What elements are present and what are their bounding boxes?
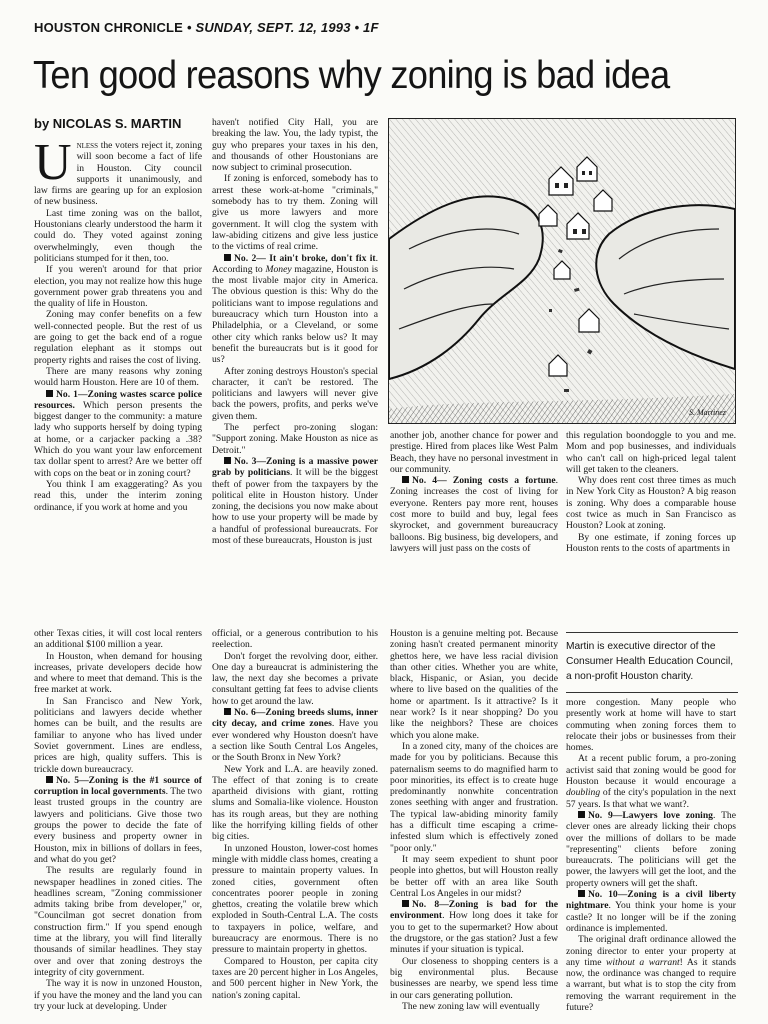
paragraph: You think I am exaggerating? As you read this, under the interim zoning ordinance, if you work at home and you — [34, 478, 202, 513]
paragraph: There are many reasons why zoning would harm Houston. Here are 10 of them. — [34, 365, 202, 389]
issue-date: SUNDAY, SEPT. 12, 1993 — [195, 20, 351, 35]
reason-3: No. 3—Zoning is a massive power grab by politicians. It will be the biggest theft of power from the taxpayers by the political elite in Houston history. Under zoning, the decisions you now make about how to use your property will be made by a handful of professional bureaucrats. For most of these bureaucrats, Houston is just — [212, 455, 378, 546]
hands-crumbling-houses-illustration — [388, 118, 736, 424]
article-column-6 — [212, 628, 378, 1024]
masthead: HOUSTON CHRONICLE • SUNDAY, SEPT. 12, 1993 • 1F — [34, 20, 379, 35]
article-column-7 — [390, 628, 558, 1024]
reason-5: No. 5—Zoning is the #1 source of corruption in local governments. The two least trusted groups in the country are lawyers and politicians. Give those two groups the power to decide the fate of every business and property owner in Houston, mix in billions of dollars in fees, and what do you get? — [34, 774, 202, 865]
reason-2: No. 2— It ain't broke, don't fix it. According to Money magazine, Houston is the most livable major city in America. The obvious question is this: Why do the politicians want to impose regulations and bureaucracy which turn Houston into a Philadelphia, or a Cleveland, or some other city which ranks below us? It may benefit the bureaucrats but is it good for us? — [212, 252, 378, 366]
article-column-4 — [566, 430, 736, 566]
headline: Ten good reasons why zoning is bad idea — [33, 54, 670, 97]
paragraph: The original draft ordinance allowed the zoning director to enter your property at any time without a warrant! As it stands now, the ordinance was changed to require a warrant, but what is to stop the city from removing the warrant requirement in the future? — [566, 934, 736, 1014]
paper-name: HOUSTON CHRONICLE — [34, 20, 184, 35]
reason-4: No. 4— Zoning costs a fortune. Zoning increases the cost of living for everyone. Renters pay more rent, houses cost more to build and buy, legal fees skyrocket, and government bureaucracy balloons. Big business, big developers, and lawyers will just pass on the costs of — [390, 475, 558, 554]
reason-10: No. 10—Zoning is a civil liberty nightmare. You think your home is your castle? It no longer will be if the zoning ordinance is implemented. — [566, 889, 736, 934]
author-bio: Martin is executive director of the Consumer Health Education Council, a non-profit Houston charity. — [566, 632, 738, 693]
bullet-square-icon — [578, 890, 585, 897]
bullet-square-icon — [46, 390, 53, 397]
article-column-3 — [390, 430, 558, 566]
article-column-2 — [212, 117, 378, 566]
paragraph: After zoning destroys Houston's special character, it can't be restored. The politicians and lawyers will never give back the powers, profits, and perks we've given them. — [212, 365, 378, 422]
paragraph: more congestion. Many people who presently work at home will have to start commuting when zoning forces them to relocate their jobs or businesses from their homes. — [566, 697, 736, 754]
paragraph: haven't notified City Hall, you are breaking the law. You, the lady typist, the guy who prepares your taxes in his den, and thousands of other Houstonians are now subject to criminal prosecution. — [212, 117, 378, 174]
paragraph: It may seem expedient to shunt poor people into ghettos, but will Houston really be better off with an area like South Central Los Angeles in our midst? — [390, 853, 558, 899]
illustration-signature: S. Martinez — [689, 408, 726, 417]
bullet-square-icon — [402, 476, 409, 483]
reason-6: No. 6—Zoning breeds slums, inner city decay, and crime zones. Have you ever wondered why Houston doesn't have a section like South Central Los Angeles, or the South Bronx in New York? — [212, 707, 378, 764]
paragraph: The way it is now in unzoned Houston, if you have the money and the land you can try your luck at developing. Under — [34, 978, 202, 1012]
paragraph: Houston is a genuine melting pot. Because zoning hasn't created permanent minority ghettos here, we have less racial division than other cities. Whether you are white, black, Hispanic, or Asian, you decide where to live based on the qualities of the home or apartment. Is it attractive? Is it near work? Is it near shopping? Do you like the neighbors? These are choices which you alone make. — [390, 628, 558, 741]
paragraph: Don't forget the revolving door, either. One day a bureaucrat is administering the law, the next day she becomes a private consultant getting fat fees to advise clients how to get around the law. — [212, 650, 378, 707]
reason-1: No. 1—Zoning wastes scarce police resources. Which person presents the biggest danger to the community: a mature lady who supports herself by doing typing at home, or a carjacker packing a .38? Which do you want your law enforcement tax dollar spent to arrest? Are we better off with cops on the beat or in zoning court? — [34, 388, 202, 479]
article-column-1 — [34, 140, 202, 566]
paragraph: The perfect pro-zoning slogan: "Support zoning. Make Houston as nice as Detroit." — [212, 422, 378, 456]
paragraph: In Houston, when demand for housing increases, private developers decide how and where to meet that demand. This is the free market at work. — [34, 650, 202, 696]
paragraph: Our closeness to shopping centers is a big environmental plus. Because businesses are nearby, we spend less time in our cars generating pollution. — [390, 955, 558, 1001]
lead-paragraph: Unless the voters reject it, zoning will soon become a fact of life in Houston. City council supports it unanimously, and law firms are gearing up for an explosion of new business. — [34, 140, 202, 208]
paragraph: New York and L.A. are heavily zoned. The effect of that zoning is to create apartheid divisions with giant, rotting slums and Somalia-like violence. Houston has its rough areas, but they are nothing like the horrifying killing fields of other big cities. — [212, 763, 378, 843]
paragraph: Zoning may confer benefits on a few well-connected people. But the rest of us are going to get the back end of a rogue regulation elephant as it stomps out property rights and raises the cost of living. — [34, 309, 202, 366]
paragraph: Compared to Houston, per capita city taxes are 20 percent higher in Los Angeles, and 500 percent higher in New York, the nation's zoning capital. — [212, 955, 378, 1001]
bullet-square-icon — [224, 708, 231, 715]
paragraph: If you weren't around for that prior election, you may not realize how this huge government power grab threatens you and the quality of life in Houston. — [34, 264, 202, 310]
paragraph: other Texas cities, it will cost local renters an additional $100 million a year. — [34, 628, 202, 651]
paragraph: In a zoned city, many of the choices are made for you by politicians. Because this paternalism seems to do magnified harm to poor minorities, its effect is to create huge predominantly nonwhite concentration zones seething with anger and frustration. The typical law-abiding minority family has a difficult time escaping a crime-infested slum which is effectively zoned "poor only." — [390, 740, 558, 854]
illustration-drawing — [389, 119, 735, 423]
bullet-square-icon — [224, 457, 231, 464]
paragraph: this regulation boondoggle to you and me. Mom and pop businesses, and individuals who can't call on high-priced legal talent will get taken to the cleaners. — [566, 430, 736, 475]
paragraph: Why does rent cost three times as much in New York City as Houston? A big reason is zoning. Why does a comparable house cost twice as much in San Francisco as Houston? Look at zoning. — [566, 475, 736, 532]
paragraph: official, or a generous contribution to his reelection. — [212, 628, 378, 651]
bullet-square-icon — [578, 811, 585, 818]
paragraph: In San Francisco and New York, politicians and lawyers decide whether homes can be built, and the results are familiar to anyone who has lived under Soviet government. Lines are endless, prices are high, quality suffers. This is trickle down bureaucracy. — [34, 695, 202, 775]
drop-cap: U — [34, 140, 72, 191]
bullet-square-icon — [46, 776, 53, 783]
bullet-square-icon — [224, 254, 231, 261]
paragraph: If zoning is enforced, somebody has to arrest these work-at-home "criminals," somebody has to try them. Zoning will give us more lawyers and more government. It will clog the system with law-abiding citizens and give less justice to the victims of real crime. — [212, 173, 378, 253]
reason-9: No. 9—Lawyers love zoning. The clever ones are already licking their chops over the millions of dollars to be made "representing" clients before zoning bureaucrats. The politicians will get the power, the lawyers will get the loot, and the property owners will get the shaft. — [566, 809, 736, 889]
article-column-5 — [34, 628, 202, 1024]
article-column-8 — [566, 697, 736, 1024]
paragraph: The new zoning law will eventually — [402, 1000, 540, 1012]
bullet-square-icon — [402, 900, 409, 907]
paragraph: At a recent public forum, a pro-zoning activist said that zoning would be good for Houston because it would encourage a doubling of the city's population in the next 57 years. Is that what we want?. — [566, 753, 736, 810]
paragraph: By one estimate, if zoning forces up Houston rents to the costs of apartments in — [566, 531, 736, 554]
paragraph: The results are regularly found in newspaper headlines in zoned cities. The headlines scream, "Zoning commissioner admits taking bribe from developer," or, "Councilman got secret donation from construction firm." If you spend enough time at the library, you will find literally thousands of similar headlines. They stay over and over that zoning destroys the integrity of city government. — [34, 865, 202, 978]
byline: by NICOLAS S. MARTIN — [34, 116, 182, 131]
paragraph: Last time zoning was on the ballot, Houstonians clearly understood the harm it could do. They voted against zoning overwhelmingly, even though the politicians stumped for it then, too. — [34, 207, 202, 264]
page-number: 1F — [363, 20, 379, 35]
paragraph: In unzoned Houston, lower-cost homes mingle with middle class homes, creating a pressure to maintain property values. In zoned cities, government often concentrates poorer people in zoning ghettos, creating the volatile brew which exploded in South-Central L.A. The costs to taxpayers in police, welfare, and bureaucracy are enormous. There is no pressure to maintain property in ghettos. — [212, 842, 378, 956]
reason-8: No. 8—Zoning is bad for the environment. How long does it take for you to get to the supermarket? How about the drugstore, or the gas station? Just a few minutes if your situation is typical. — [390, 899, 558, 956]
paragraph: another job, another chance for power and prestige. Hired from places like West Palm Beach, they have no personal investment in our community. — [390, 430, 558, 475]
